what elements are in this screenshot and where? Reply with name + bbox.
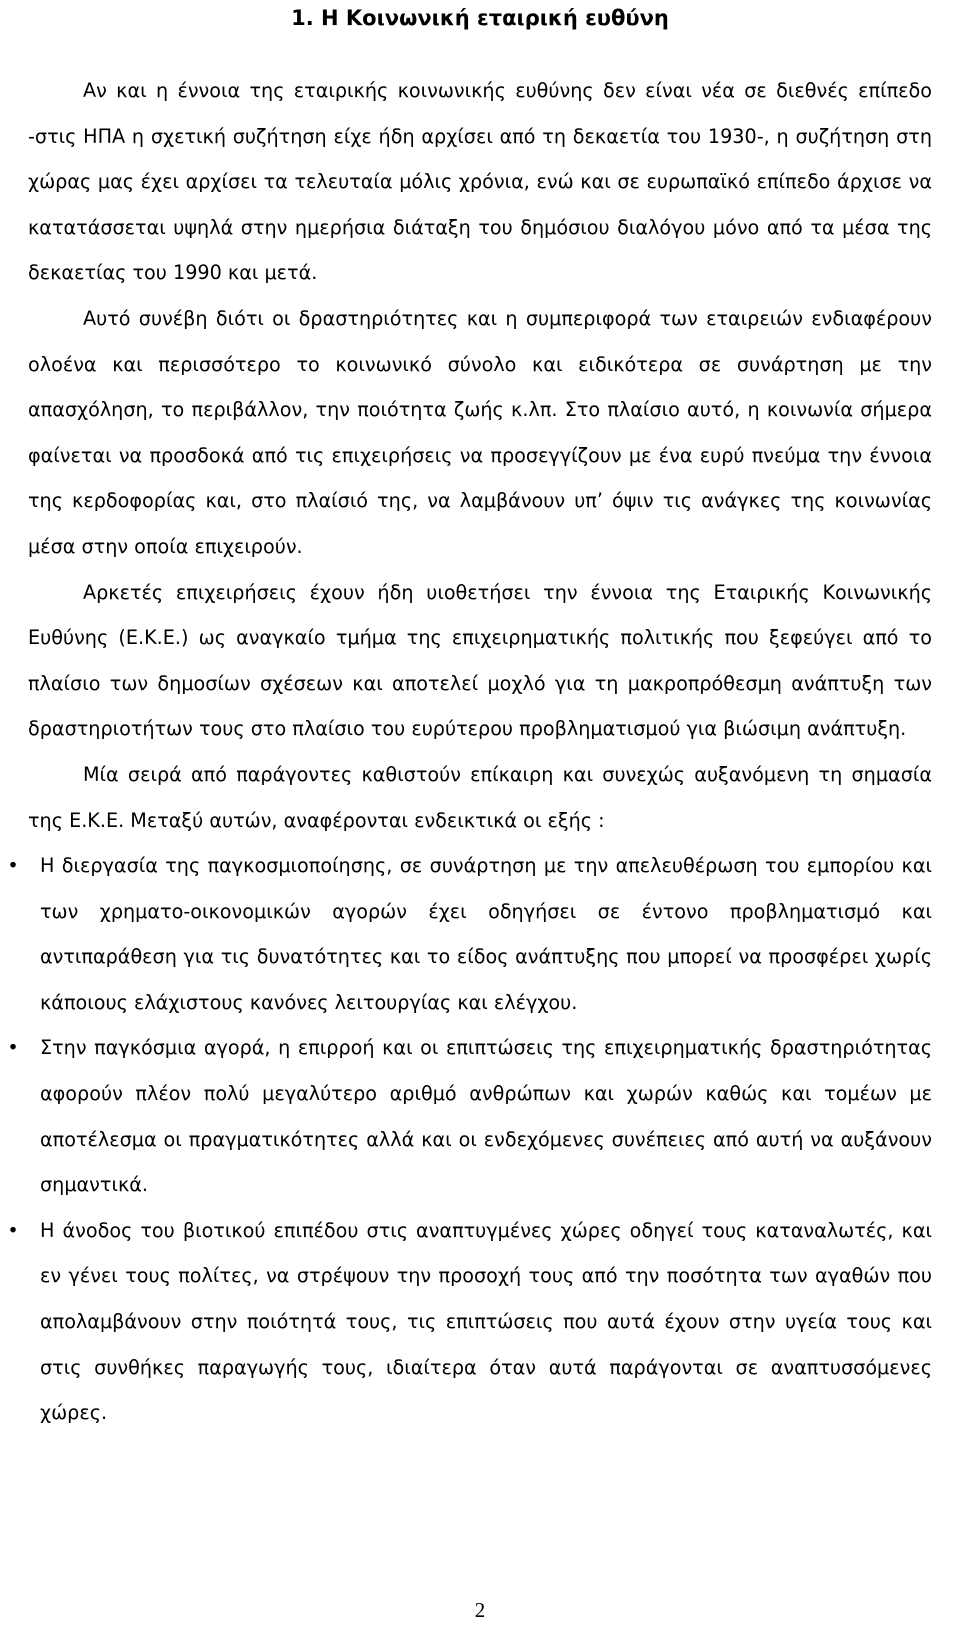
bullet-icon: • (7, 854, 19, 878)
document-body (7, 68, 932, 1436)
bullet-item-3 (7, 1208, 932, 1436)
paragraph-2: Αυτό συνέβη διότι οι δραστηριότητες και η συμπεριφορά των εταιρειών ενδιαφέρουν ολοένα και περισσότερο το κοινωνικό σύνολο και ειδικότερα σε συνάρτηση με την απασχόληση, το περιβάλλον, την ποιότητα ζωής κ.λπ. Στο πλαίσιο αυτό, η κοινωνία σήμερα φαίνεται να προσδοκά από τις επιχειρήσεις να προσεγγίζουν με ένα ευρύ πνεύμα την έννοια της κερδοφορίας και, στο πλαίσιό της, να λαμβάνουν υπ’ όψιν τις ανάγκες της κοινωνίας μέσα στην οποία επιχειρούν. (28, 306, 932, 558)
bullet-item-2 (7, 1025, 932, 1207)
paragraph-3: Αρκετές επιχειρήσεις έχουν ήδη υιοθετήσει την έννοια της Εταιρικής Κοινωνικής Ευθύνης (Ε.Κ.Ε.) ως αναγκαίο τμήμα της επιχειρηματικής πολιτικής που ξεφεύγει από το πλαίσιο των δημοσίων σχέσεων και αποτελεί μοχλό για τη μακροπρόθεσμη ανάπτυξη των δραστηριοτήτων τους στο πλαίσιο του ευρύτερου προβληματισμού για βιώσιμη ανάπτυξη. (28, 580, 932, 741)
bullet-text: Η διεργασία της παγκοσμιοποίησης, σε συνάρτηση με την απελευθέρωση του εμπορίου και των χρηματο-οικονομικών αγορών έχει οδηγήσει σε έντονο προβληματισμό και αντιπαράθεση για τις δυνατότητες και το είδος ανάπτυξης που μπορεί να προσφέρει χωρίς κάποιους ελάχιστους κανόνες λειτουργίας και ελέγχου. (40, 854, 932, 1014)
page-number: 2 (474, 1598, 486, 1622)
bullet-list (7, 843, 932, 1436)
bullet-item-1 (7, 843, 932, 1025)
bullet-icon: • (7, 1036, 19, 1060)
paragraph-4: Μία σειρά από παράγοντες καθιστούν επίκαιρη και συνεχώς αυξανόμενη τη σημασία της Ε.Κ.Ε. Μεταξύ αυτών, αναφέρονται ενδεικτικά οι εξής : (28, 762, 932, 832)
bullet-text: Στην παγκόσμια αγορά, η επιρροή και οι επιπτώσεις της επιχειρηματικής δραστηριότητας αφορούν πλέον πολύ μεγαλύτερο αριθμό ανθρώπων και χωρών καθώς και τομέων με αποτέλεσμα οι πραγματικότητες αλλά και οι ενδεχόμενες συνέπειες από αυτή να αυξάνουν σημαντικά. (40, 1036, 932, 1197)
bullet-icon: • (7, 1218, 19, 1242)
paragraph-1: Αν και η έννοια της εταιρικής κοινωνικής ευθύνης δεν είναι νέα σε διεθνές επίπεδο -στις ΗΠΑ η σχετική συζήτηση είχε ήδη αρχίσει από τη δεκαετία του 1930-, η συζήτηση στη χώρας μας έχει αρχίσει τα τελευταία μόλις χρόνια, ενώ και σε ευρωπαϊκό επίπεδο άρχισε να κατατάσσεται υψηλά στην ημερήσια διάταξη του δημόσιου διαλόγου μόνο από τα μέσα της δεκαετίας του 1990 και μετά. (28, 79, 932, 285)
bullet-text: Η άνοδος του βιοτικού επιπέδου στις αναπτυγμένες χώρες οδηγεί τους καταναλωτές, και εν γένει τους πολίτες, να στρέψουν την προσοχή τους από την ποσότητα των αγαθών που απολαμβάνουν στην ποιότητά τους, τις επιπτώσεις που αυτά έχουν στην υγεία τους και στις συνθήκες παραγωγής τους, ιδιαίτερα όταν αυτά παράγονται σε αναπτυσσόμενες χώρες. (40, 1218, 932, 1425)
section-title: 1. Η Κοινωνική εταιρική ευθύνη (291, 6, 669, 30)
